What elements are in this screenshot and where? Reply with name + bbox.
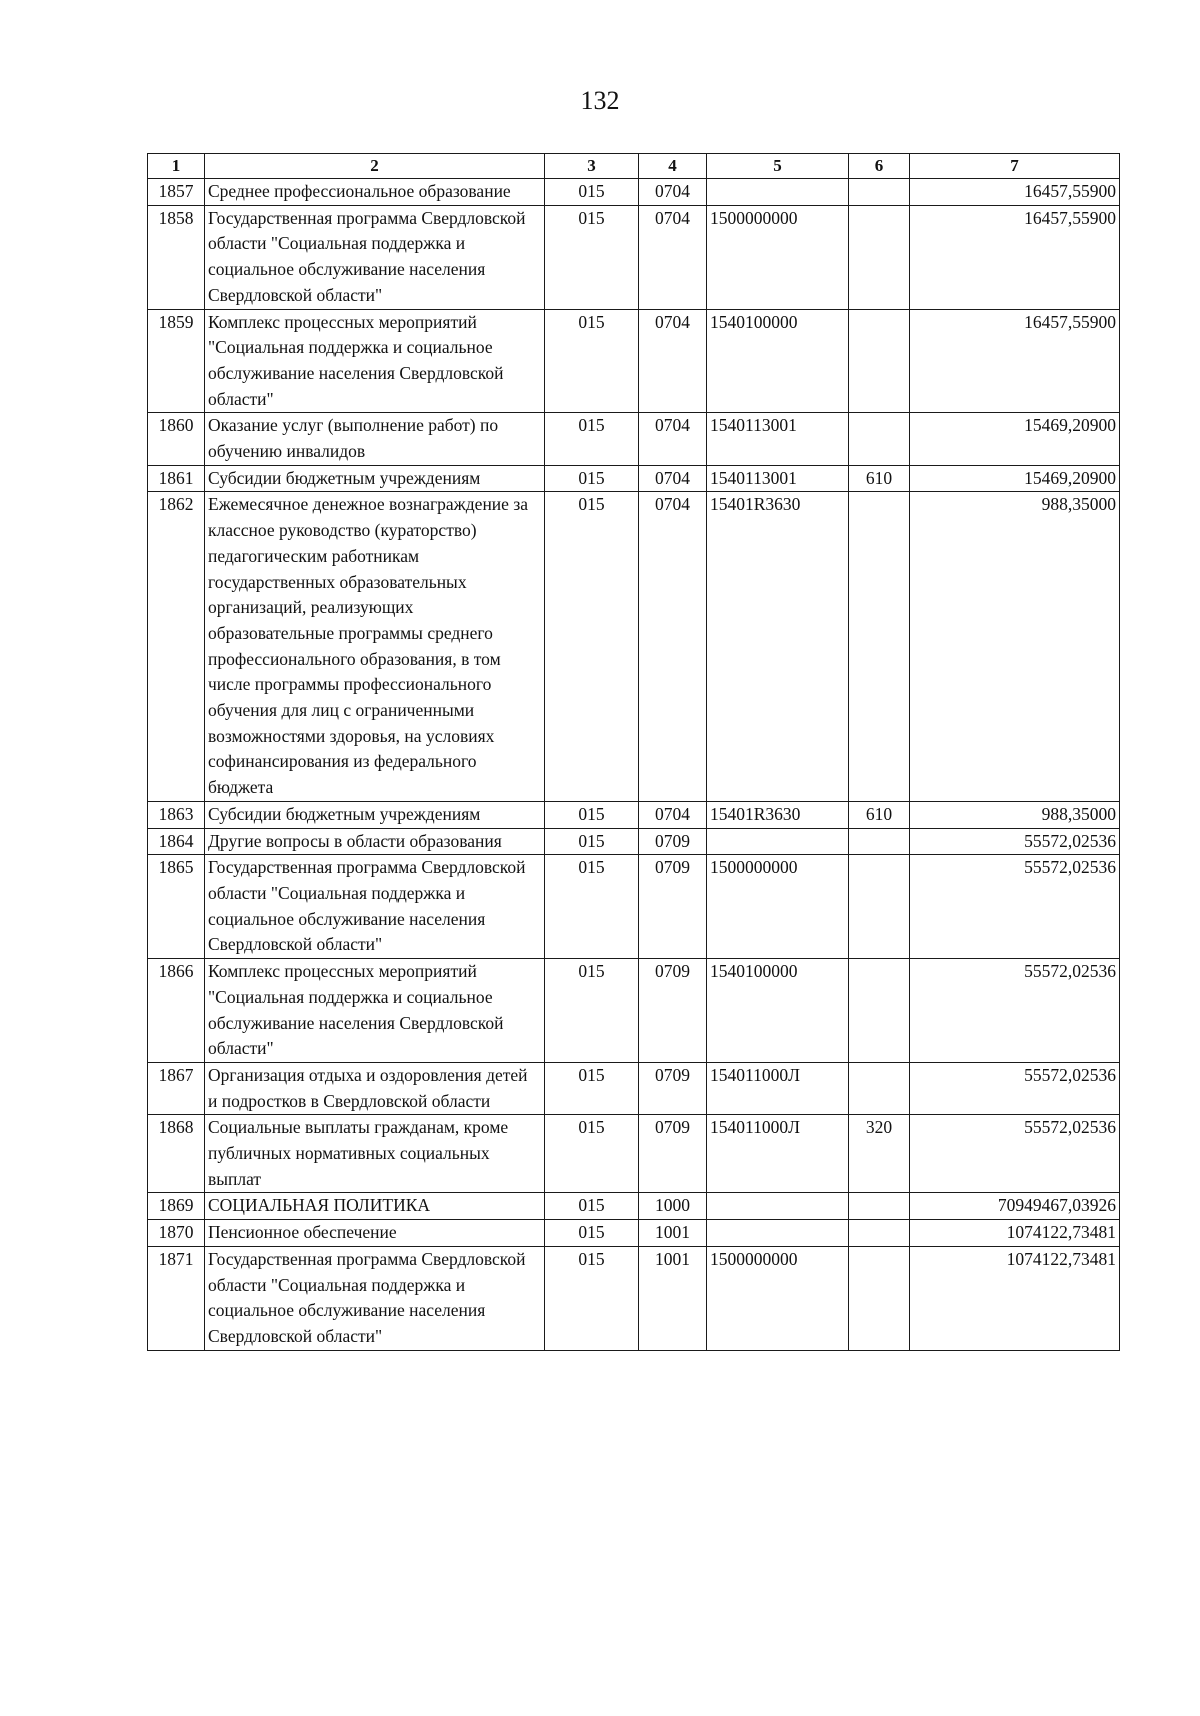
row-target-code: 1540100000 — [707, 309, 849, 413]
row-admin-code: 015 — [545, 828, 639, 855]
row-amount: 55572,02536 — [910, 855, 1120, 959]
row-target-code — [707, 179, 849, 206]
header-cell-3: 3 — [545, 154, 639, 179]
row-expense-code — [849, 1220, 910, 1247]
row-admin-code: 015 — [545, 1246, 639, 1350]
row-admin-code: 015 — [545, 1062, 639, 1114]
row-target-code: 154011000Л — [707, 1115, 849, 1193]
row-amount: 55572,02536 — [910, 959, 1120, 1063]
row-name: Оказание услуг (выполнение работ) по обучению инвалидов — [205, 413, 545, 465]
header-cell-7: 7 — [910, 154, 1120, 179]
row-section-code: 0704 — [639, 309, 707, 413]
row-admin-code: 015 — [545, 465, 639, 492]
row-section-code: 1000 — [639, 1193, 707, 1220]
page-number: 132 — [580, 86, 620, 115]
row-number: 1870 — [148, 1220, 205, 1247]
row-number: 1866 — [148, 959, 205, 1063]
row-amount: 55572,02536 — [910, 1062, 1120, 1114]
table-row — [148, 1062, 1120, 1114]
row-target-code — [707, 828, 849, 855]
row-target-code: 1540100000 — [707, 959, 849, 1063]
row-number: 1861 — [148, 465, 205, 492]
header-cell-6: 6 — [849, 154, 910, 179]
table-row — [148, 959, 1120, 1063]
header-cell-5: 5 — [707, 154, 849, 179]
row-section-code: 1001 — [639, 1220, 707, 1247]
table-row — [148, 1115, 1120, 1193]
row-target-code: 1500000000 — [707, 855, 849, 959]
row-amount: 16457,55900 — [910, 179, 1120, 206]
row-amount: 55572,02536 — [910, 828, 1120, 855]
row-section-code: 0709 — [639, 1062, 707, 1114]
table-row — [148, 413, 1120, 465]
row-admin-code: 015 — [545, 855, 639, 959]
row-amount: 15469,20900 — [910, 413, 1120, 465]
row-target-code — [707, 1193, 849, 1220]
row-expense-code: 610 — [849, 465, 910, 492]
row-target-code: 1540113001 — [707, 413, 849, 465]
row-expense-code — [849, 309, 910, 413]
row-number: 1864 — [148, 828, 205, 855]
row-target-code: 1540113001 — [707, 465, 849, 492]
row-amount: 1074122,73481 — [910, 1246, 1120, 1350]
row-section-code: 0704 — [639, 179, 707, 206]
header-cell-1: 1 — [148, 154, 205, 179]
table-row — [148, 1246, 1120, 1350]
row-section-code: 0709 — [639, 828, 707, 855]
row-amount: 1074122,73481 — [910, 1220, 1120, 1247]
row-target-code: 15401R3630 — [707, 492, 849, 801]
row-expense-code — [849, 1062, 910, 1114]
row-amount: 70949467,03926 — [910, 1193, 1120, 1220]
row-name: Комплекс процессных мероприятий "Социальная поддержка и социальное обслуживание населения Свердловской области" — [205, 959, 545, 1063]
budget-table — [147, 153, 1120, 1351]
row-name: Пенсионное обеспечение — [205, 1220, 545, 1247]
row-number: 1868 — [148, 1115, 205, 1193]
row-name: Ежемесячное денежное вознаграждение за классное руководство (кураторство) педагогическим работникам государственных образовательных организаций, реализующих образовательные программы среднего профессионального образования, в том числе программы профессионального обучения для лиц с ограниченными возможностями здоровья, на условиях софинансирования из федерального бюджета — [205, 492, 545, 801]
row-name: Субсидии бюджетным учреждениям — [205, 465, 545, 492]
row-admin-code: 015 — [545, 309, 639, 413]
row-admin-code: 015 — [545, 413, 639, 465]
row-expense-code — [849, 492, 910, 801]
row-name: Субсидии бюджетным учреждениям — [205, 801, 545, 828]
row-name: Организация отдыха и оздоровления детей и подростков в Свердловской области — [205, 1062, 545, 1114]
row-admin-code: 015 — [545, 959, 639, 1063]
row-expense-code — [849, 855, 910, 959]
row-number: 1858 — [148, 205, 205, 309]
row-amount: 55572,02536 — [910, 1115, 1120, 1193]
row-name: Социальные выплаты гражданам, кроме публичных нормативных социальных выплат — [205, 1115, 545, 1193]
row-amount: 16457,55900 — [910, 205, 1120, 309]
table-row — [148, 1193, 1120, 1220]
row-admin-code: 015 — [545, 179, 639, 206]
row-section-code: 0709 — [639, 855, 707, 959]
table-row — [148, 465, 1120, 492]
row-section-code: 0709 — [639, 959, 707, 1063]
row-admin-code: 015 — [545, 801, 639, 828]
header-row — [148, 154, 1120, 179]
row-target-code: 154011000Л — [707, 1062, 849, 1114]
row-expense-code: 610 — [849, 801, 910, 828]
row-amount: 16457,55900 — [910, 309, 1120, 413]
row-admin-code: 015 — [545, 1193, 639, 1220]
row-section-code: 0704 — [639, 413, 707, 465]
row-expense-code — [849, 1246, 910, 1350]
row-amount: 15469,20900 — [910, 465, 1120, 492]
row-section-code: 0704 — [639, 205, 707, 309]
row-section-code: 0704 — [639, 465, 707, 492]
row-admin-code: 015 — [545, 492, 639, 801]
row-target-code — [707, 1220, 849, 1247]
row-admin-code: 015 — [545, 1220, 639, 1247]
row-expense-code — [849, 205, 910, 309]
row-name: Среднее профессиональное образование — [205, 179, 545, 206]
row-expense-code — [849, 959, 910, 1063]
row-section-code: 0704 — [639, 492, 707, 801]
table-row — [148, 205, 1120, 309]
row-expense-code — [849, 413, 910, 465]
table-row — [148, 801, 1120, 828]
row-number: 1863 — [148, 801, 205, 828]
row-expense-code — [849, 828, 910, 855]
row-number: 1860 — [148, 413, 205, 465]
row-name: СОЦИАЛЬНАЯ ПОЛИТИКА — [205, 1193, 545, 1220]
table-row — [148, 828, 1120, 855]
row-admin-code: 015 — [545, 1115, 639, 1193]
table-row — [148, 492, 1120, 801]
row-section-code: 0704 — [639, 801, 707, 828]
row-number: 1862 — [148, 492, 205, 801]
row-target-code: 1500000000 — [707, 205, 849, 309]
row-number: 1865 — [148, 855, 205, 959]
row-section-code: 1001 — [639, 1246, 707, 1350]
row-name: Государственная программа Свердловской области "Социальная поддержка и социальное обслуживание населения Свердловской области" — [205, 855, 545, 959]
table-row — [148, 179, 1120, 206]
row-name: Другие вопросы в области образования — [205, 828, 545, 855]
row-expense-code — [849, 1193, 910, 1220]
row-target-code: 1500000000 — [707, 1246, 849, 1350]
row-target-code: 15401R3630 — [707, 801, 849, 828]
row-expense-code: 320 — [849, 1115, 910, 1193]
row-admin-code: 015 — [545, 205, 639, 309]
row-number: 1869 — [148, 1193, 205, 1220]
table-row — [148, 309, 1120, 413]
row-expense-code — [849, 179, 910, 206]
table-row — [148, 855, 1120, 959]
row-number: 1857 — [148, 179, 205, 206]
row-number: 1867 — [148, 1062, 205, 1114]
header-cell-4: 4 — [639, 154, 707, 179]
row-name: Государственная программа Свердловской области "Социальная поддержка и социальное обслуживание населения Свердловской области" — [205, 1246, 545, 1350]
row-name: Государственная программа Свердловской области "Социальная поддержка и социальное обслуживание населения Свердловской области" — [205, 205, 545, 309]
row-amount: 988,35000 — [910, 492, 1120, 801]
header-cell-2: 2 — [205, 154, 545, 179]
row-name: Комплекс процессных мероприятий "Социальная поддержка и социальное обслуживание населения Свердловской области" — [205, 309, 545, 413]
table-row — [148, 1220, 1120, 1247]
row-amount: 988,35000 — [910, 801, 1120, 828]
row-section-code: 0709 — [639, 1115, 707, 1193]
row-number: 1871 — [148, 1246, 205, 1350]
row-number: 1859 — [148, 309, 205, 413]
